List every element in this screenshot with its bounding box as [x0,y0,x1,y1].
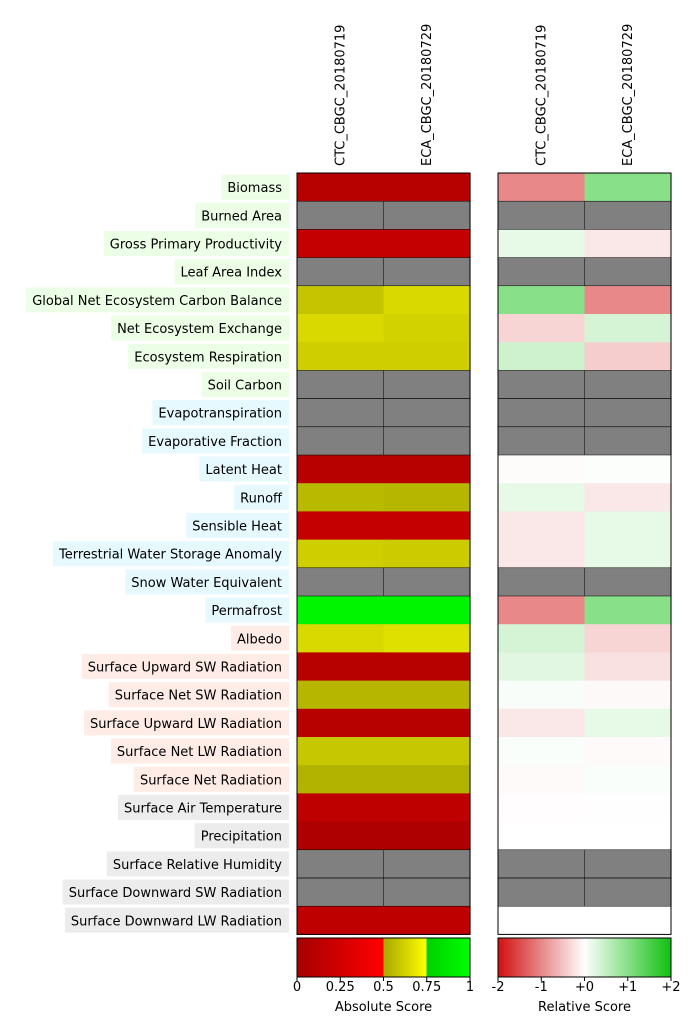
variable-label: Surface Net LW Radiation [116,745,282,761]
variable-label: Ecosystem Respiration [134,350,282,366]
variable-label-row [186,513,289,538]
colorbar-label: Relative Score [538,1000,631,1015]
absolute-score-cell [297,427,384,456]
variable-label-row [134,767,289,792]
absolute-score-cell [297,483,384,512]
variable-label: Global Net Ecosystem Carbon Balance [32,293,282,309]
absolute-model-headers [333,24,435,166]
model-header: ECA_CBGC_20180729 [419,23,435,166]
relative-score-cell [585,906,672,935]
variable-label: Evapotranspiration [158,406,282,422]
variable-label-row [26,287,289,312]
absolute-score-cell [384,286,471,315]
model-header: CTC_CBGC_20180719 [333,24,349,166]
variable-label-row [53,541,289,566]
variable-label: Biomass [227,181,282,197]
variable-label: Sensible Heat [192,519,282,535]
relative-score-cell [585,624,672,653]
relative-score-cell [498,822,585,851]
variable-label: Surface Net Radiation [139,773,282,789]
variable-label: Surface Downward SW Radiation [68,886,282,902]
relative-score-cell [498,793,585,822]
model-header: ECA_CBGC_20180729 [620,23,636,166]
colorbar-label: Absolute Score [334,1000,433,1015]
absolute-score-cell [384,681,471,710]
relative-score-cell [585,483,672,512]
variable-label-row [107,851,289,876]
variable-label-row [65,908,289,933]
absolute-score-cell [297,624,384,653]
absolute-score-cell [297,286,384,315]
absolute-score-cell [297,455,384,484]
variable-label: Burned Area [201,209,282,225]
relative-score-cell [585,737,672,766]
variable-label-row [111,739,289,764]
relative-score-cell [498,681,585,710]
relative-score-cell [585,455,672,484]
relative-score-cell [498,314,585,343]
variable-label-row [104,231,289,256]
colorbar-tick-label: 0 [292,980,302,995]
variable-label: Permafrost [211,604,282,620]
relative-score-cell [498,709,585,738]
absolute-score-cell [297,511,384,540]
relative-score-cell [585,511,672,540]
absolute-score-cell [384,314,471,343]
relative-score-cell [585,822,672,851]
variable-label-row [174,259,289,284]
absolute-score-cell [297,370,384,399]
variable-label-row [199,457,289,482]
absolute-score-cell [384,850,471,879]
variable-label: Gross Primary Productivity [109,237,282,253]
absolute-score-cell [384,596,471,625]
colorbar-gradient [297,938,470,977]
variable-label: Soil Carbon [207,378,282,394]
relative-score-cell [585,793,672,822]
absolute-colorbar [293,938,474,1015]
variable-label-row [128,344,289,369]
variable-label: Terrestrial Water Storage Anomaly [58,547,282,563]
absolute-score-cell [384,455,471,484]
variable-label: Surface Air Temperature [124,801,282,817]
relative-score-cell [498,370,585,399]
absolute-score-cell [384,540,471,569]
relative-score-cell [498,201,585,230]
absolute-score-cell [384,483,471,512]
relative-score-cell [585,342,672,371]
absolute-score-cell [297,314,384,343]
absolute-score-cell [297,540,384,569]
relative-score-cell [498,596,585,625]
relative-score-cell [498,173,585,202]
variable-label-row [118,795,289,820]
absolute-score-cell [384,709,471,738]
absolute-score-cell [384,427,471,456]
relative-score-cell [585,201,672,230]
absolute-score-cell [384,258,471,287]
colorbar-tick-label: -1 [534,980,548,995]
relative-score-cell [585,314,672,343]
variable-label-row [109,682,289,707]
relative-score-cell [498,286,585,315]
absolute-score-cell [384,342,471,371]
relative-score-cell [585,286,672,315]
absolute-score-cell [384,878,471,907]
variable-label: Runoff [240,491,282,507]
relative-score-cell [498,878,585,907]
absolute-score-cell [384,737,471,766]
relative-score-cell [498,427,585,456]
absolute-score-cell [384,765,471,794]
relative-score-cell [498,568,585,597]
relative-score-cell [498,765,585,794]
relative-score-cell [585,596,672,625]
variable-label: Surface Upward SW Radiation [87,660,282,676]
relative-score-cell [585,540,672,569]
relative-score-cell [585,229,672,258]
colorbar-tick-label: 0.75 [412,980,442,995]
variable-label: Albedo [237,632,282,648]
absolute-score-cell [297,342,384,371]
relative-score-cell [498,624,585,653]
relative-score-cell [498,342,585,371]
absolute-score-cell [297,681,384,710]
absolute-score-cell [297,793,384,822]
absolute-score-cell [384,229,471,258]
relative-score-cell [498,483,585,512]
absolute-score-cell [384,201,471,230]
relative-score-cell [585,878,672,907]
absolute-score-cell [297,201,384,230]
model-header: CTC_CBGC_20180719 [534,24,550,166]
variable-label-row [195,203,289,228]
relative-score-cell [498,399,585,428]
absolute-score-cells [297,173,471,935]
absolute-score-cell [384,624,471,653]
absolute-score-cell [384,822,471,851]
variable-label: Precipitation [200,829,282,845]
variable-label-row [63,880,289,905]
variable-label-row [82,654,289,679]
absolute-score-cell [384,370,471,399]
variable-label: Net Ecosystem Exchange [117,322,282,338]
variable-label: Evaporative Fraction [148,434,282,450]
relative-score-cell [498,258,585,287]
variable-label: Surface Relative Humidity [112,857,282,873]
relative-score-cells [498,173,672,935]
relative-score-cell [585,568,672,597]
variable-label: Latent Heat [205,463,282,479]
relative-score-cell [498,229,585,258]
variable-label: Surface Downward LW Radiation [70,914,282,930]
variable-label: Surface Net SW Radiation [114,688,282,704]
variable-label: Snow Water Equivalent [131,575,282,591]
absolute-score-cell [297,173,384,202]
variable-label-row [111,316,289,341]
variable-label-row [152,400,289,425]
colorbar-tick-label: 1 [465,980,475,995]
absolute-score-cell [297,399,384,428]
colorbar-tick-label: 0.5 [373,980,394,995]
variable-label-row [84,710,289,735]
relative-score-cell [498,511,585,540]
variable-label-row [202,372,289,397]
relative-score-cell [585,173,672,202]
absolute-score-cell [297,822,384,851]
relative-score-cell [585,652,672,681]
colorbar-tick-label: -2 [491,980,505,995]
relative-score-cell [585,370,672,399]
relative-model-headers [534,24,636,166]
relative-score-cell [498,455,585,484]
absolute-score-cell [297,906,384,935]
absolute-score-cell [297,709,384,738]
absolute-score-cell [384,652,471,681]
variable-label-row [205,598,289,623]
absolute-score-cell [297,229,384,258]
relative-score-cell [585,765,672,794]
absolute-score-cell [297,568,384,597]
absolute-score-cell [384,399,471,428]
variable-label-row [125,569,289,594]
absolute-score-cell [297,652,384,681]
relative-score-cell [498,652,585,681]
absolute-score-cell [384,906,471,935]
absolute-score-cell [297,850,384,879]
relative-score-cell [585,850,672,879]
absolute-score-cell [384,173,471,202]
variable-label: Leaf Area Index [180,265,282,281]
absolute-score-cell [297,737,384,766]
relative-colorbar [492,938,681,1015]
relative-score-cell [585,258,672,287]
colorbar-tick-label: +1 [618,980,638,995]
relative-score-cell [585,681,672,710]
absolute-score-cell [297,765,384,794]
variable-label-row [142,428,289,453]
relative-score-cell [585,399,672,428]
absolute-score-cell [384,511,471,540]
absolute-score-cell [297,258,384,287]
variable-label-row [195,823,289,848]
colorbar-gradient [498,938,671,977]
colorbar-tick-label: 0.25 [325,980,355,995]
variable-label-row [231,626,289,651]
absolute-score-cell [297,596,384,625]
relative-score-cell [498,850,585,879]
variable-labels [26,175,289,933]
relative-score-cell [585,427,672,456]
relative-score-cell [498,540,585,569]
colorbar-tick-label: +0 [574,980,595,995]
variable-label-row [234,485,289,510]
relative-score-cell [498,737,585,766]
relative-score-cell [585,709,672,738]
colorbar-tick-label: +2 [661,980,681,995]
variable-label-row [221,175,289,200]
absolute-score-cell [384,793,471,822]
variable-label: Surface Upward LW Radiation [89,716,282,732]
absolute-score-cell [297,878,384,907]
relative-score-cell [498,906,585,935]
absolute-score-cell [384,568,471,597]
